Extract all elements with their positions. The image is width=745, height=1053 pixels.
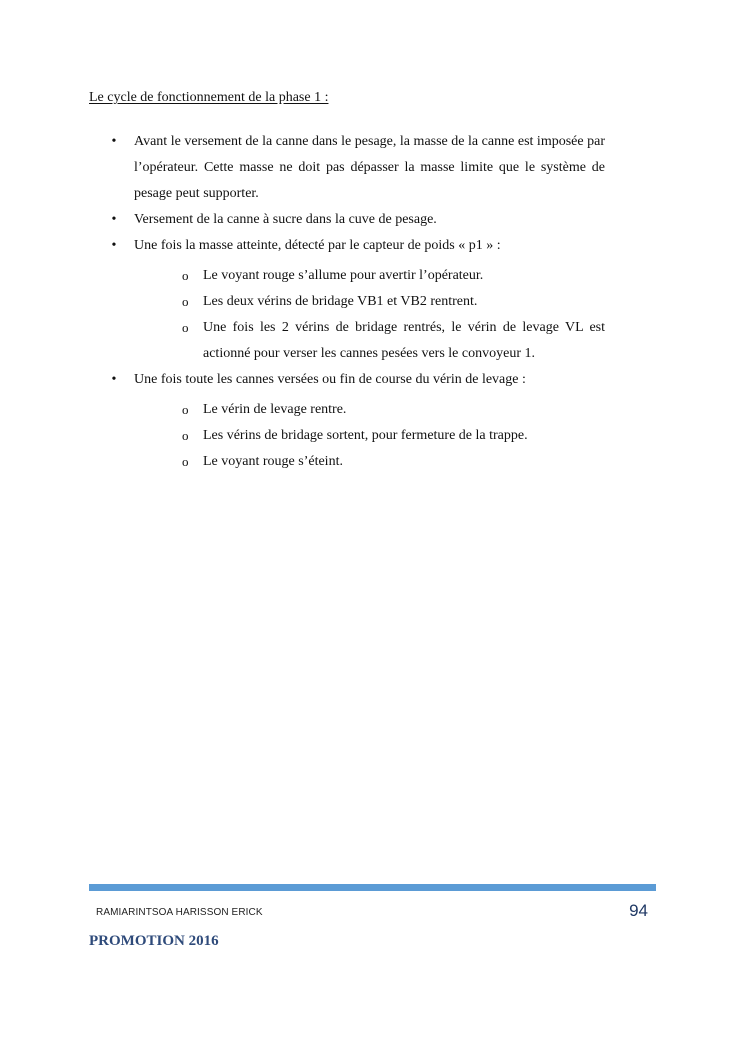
footer-author: RAMIARINTSOA HARISSON ERICK <box>96 907 263 918</box>
list-item <box>109 207 605 233</box>
list-item-text: Versement de la canne à sucre dans la cuve de pesage. <box>134 212 437 227</box>
bullet-marker: • <box>111 134 117 149</box>
list-item <box>109 129 605 207</box>
section-title: Le cycle de fonctionnement de la phase 1 : <box>89 90 329 105</box>
sub-list-item <box>179 263 605 289</box>
sub-list-item <box>179 289 605 315</box>
bullet-marker: • <box>111 238 117 253</box>
list-item-text: Une fois toute les cannes versées ou fin de course du vérin de levage : <box>134 372 526 387</box>
bullet-marker: • <box>111 372 117 387</box>
list-item-text: Une fois la masse atteinte, détecté par le capteur de poids « p1 » : <box>134 238 501 253</box>
circle-bullet-icon: o <box>182 268 189 283</box>
list-item-text: Avant le versement de la canne dans le pesage, la masse de la canne est imposée par l’opérateur. Cette masse ne doit pas dépasser la masse limite que le système de pesage peut supporter. <box>134 134 605 201</box>
sub-list-item-text: Une fois les 2 vérins de bridage rentrés, le vérin de levage VL est actionné pour verser les cannes pesées vers le convoyeur 1. <box>203 320 605 361</box>
bullet-list <box>109 129 605 475</box>
sub-list-item <box>179 449 605 475</box>
circle-bullet-icon: o <box>182 402 189 417</box>
sub-list-item-text: Le voyant rouge s’allume pour avertir l’opérateur. <box>203 268 484 283</box>
circle-bullet-icon: o <box>182 454 189 469</box>
sub-list <box>134 397 605 475</box>
list-item <box>109 233 605 367</box>
sub-list-item-text: Les vérins de bridage sortent, pour fermeture de la trappe. <box>203 428 528 443</box>
sub-list-item <box>179 397 605 423</box>
footer-promotion: PROMOTION 2016 <box>89 933 219 949</box>
sub-list-item-text: Les deux vérins de bridage VB1 et VB2 rentrent. <box>203 294 478 309</box>
list-item <box>109 367 605 475</box>
circle-bullet-icon: o <box>182 428 189 443</box>
sub-list-item <box>179 423 605 449</box>
circle-bullet-icon: o <box>182 320 189 335</box>
sub-list-item-text: Le voyant rouge s’éteint. <box>203 454 343 469</box>
sub-list-item <box>179 315 605 367</box>
sub-list-item-text: Le vérin de levage rentre. <box>203 402 347 417</box>
circle-bullet-icon: o <box>182 294 189 309</box>
sub-list <box>134 263 605 367</box>
bullet-marker: • <box>111 212 117 227</box>
page-number: 94 <box>629 901 648 920</box>
footer-divider <box>89 884 656 891</box>
